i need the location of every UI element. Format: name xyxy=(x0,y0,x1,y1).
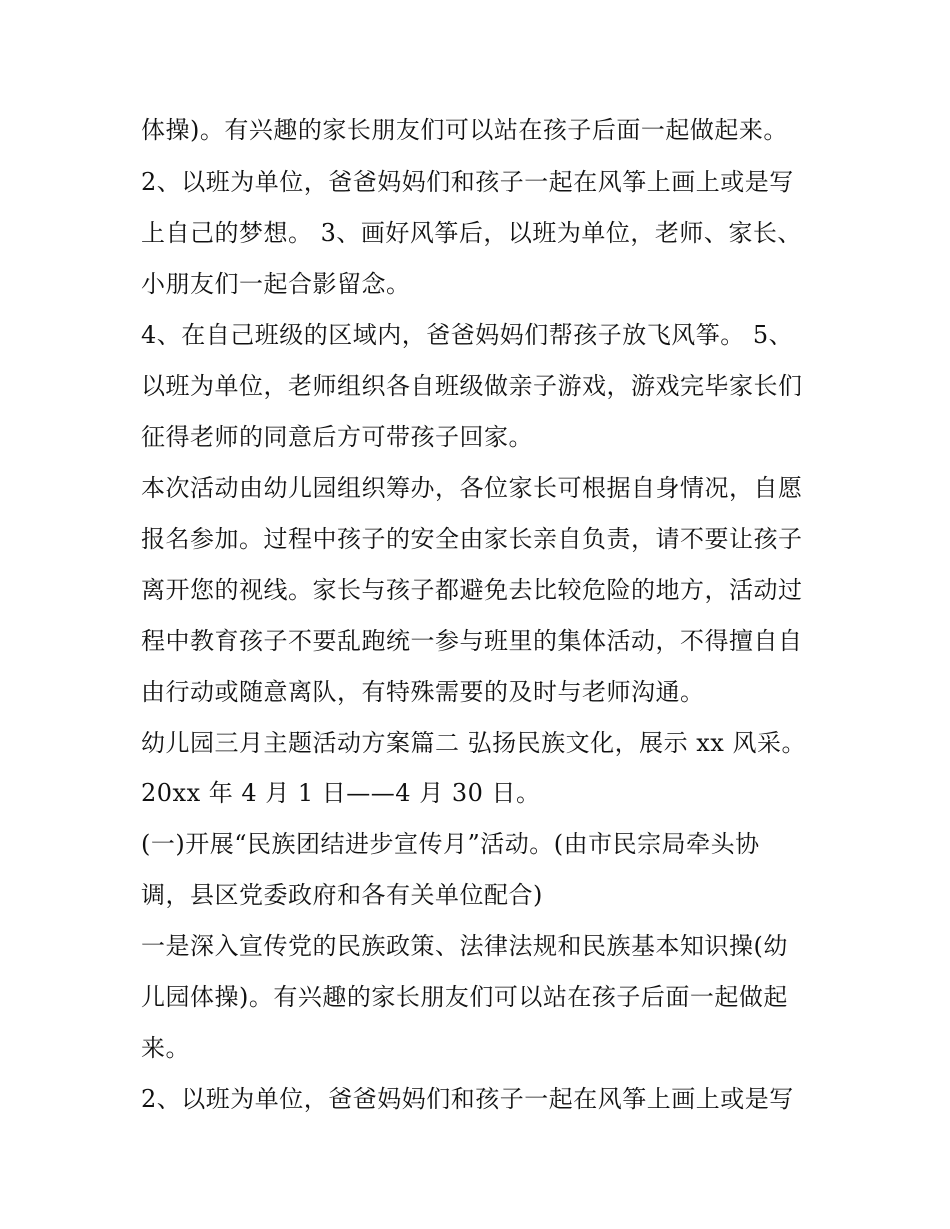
text-line: 2、以班为单位，爸爸妈妈们和孩子一起在风筝上画上或是写 xyxy=(141,1085,794,1113)
text-line: 一是深入宣传党的民族政策、法律法规和民族基本知识操(幼 xyxy=(141,932,788,960)
text-line: 来。 xyxy=(141,1034,190,1062)
text-line: 报名参加。过程中孩子的安全由家长亲自负责，请不要让孩子 xyxy=(141,525,803,553)
text-line: 以班为单位，老师组织各自班级做亲子游戏，游戏完毕家长们 xyxy=(141,372,803,400)
text-line: 儿园体操)。有兴趣的家长朋友们可以站在孩子后面一起做起 xyxy=(141,983,788,1011)
text-line: 4、在自己班级的区域内，爸爸妈妈们帮孩子放飞风筝。 5、 xyxy=(141,321,794,349)
text-line: 上自己的梦想。 3、画好风筝后，以班为单位，老师、家长、 xyxy=(141,219,802,247)
text-line: 程中教育孩子不要乱跑统一参与班里的集体活动，不得擅自自 xyxy=(141,627,803,655)
text-line: 本次活动由幼儿园组织筹办，各位家长可根据自身情况，自愿 xyxy=(141,474,803,502)
text-line: 由行动或随意离队，有特殊需要的及时与老师沟通。 xyxy=(141,678,705,706)
text-line: 2、以班为单位，爸爸妈妈们和孩子一起在风筝上画上或是写 xyxy=(141,168,794,196)
text-line: 离开您的视线。家长与孩子都避免去比较危险的地方，活动过 xyxy=(141,576,803,604)
text-line: (一)开展“民族团结进步宣传月”活动。(由市民宗局牵头协 xyxy=(141,830,760,858)
text-line: 幼儿园三月主题活动方案篇二 弘扬民族文化，展示 xx 风采。 xyxy=(141,729,806,757)
text-line: 20xx 年 4 月 1 日——4 月 30 日。 xyxy=(141,779,541,807)
text-line: 调，县区党委政府和各有关单位配合) xyxy=(141,881,543,909)
text-line: 小朋友们一起合影留念。 xyxy=(141,270,411,298)
text-line: 体操)。有兴趣的家长朋友们可以站在孩子后面一起做起来。 xyxy=(141,116,788,144)
text-line: 征得老师的同意后方可带孩子回家。 xyxy=(141,423,533,451)
